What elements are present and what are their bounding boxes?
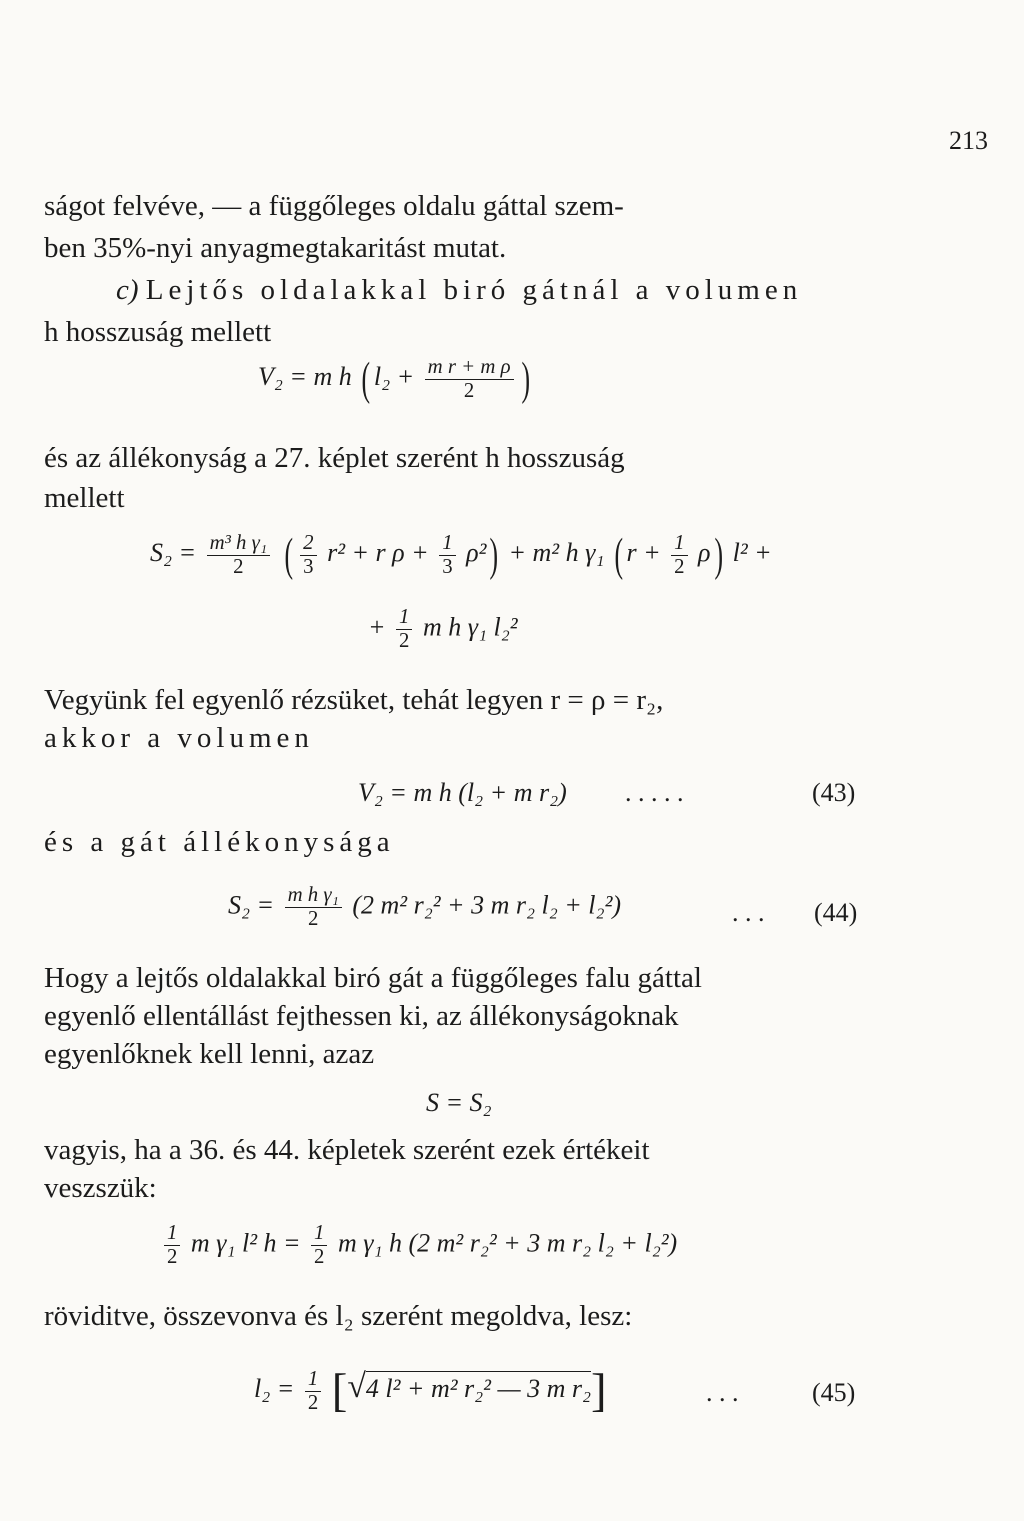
text-line-12: egyenlőknek kell lenni, azaz [44, 1038, 375, 1070]
text-line-15: röviditve, összevonva és l₂ szerént megoldva, lesz: [44, 1300, 633, 1332]
text-line-14: veszszük: [44, 1172, 157, 1204]
text-line-4: h hosszuság mellett [44, 316, 272, 348]
text-line-3: c) Lejtős oldalakkal biró gátnál a volumen [116, 274, 803, 306]
equation-43-dots: . . . . . [625, 778, 684, 807]
text-line-6: mellett [44, 482, 125, 514]
equation-45-dots: . . . [706, 1378, 739, 1407]
equation-45-number: (45) [812, 1378, 856, 1407]
text-line-5: és az állékonyság a 27. képlet szerént h hosszuság [44, 442, 625, 474]
equation-equality: $\frac{1}{2}$ m γ₁ l² h = $\frac{1}{2}$ m γ₁ h (2 m² r₂² + 3 m r₂ l₂ + l₂²) [160, 1222, 677, 1269]
text-line-13: vagyis, ha a 36. és 44. képletek szerént ezek értékeit [44, 1134, 650, 1166]
text-line-10: Hogy a lejtős oldalakkal biró gát a függőleges falu gáttal [44, 962, 702, 994]
page-number: 213 [949, 126, 988, 155]
equation-s-equals-s2: S = S₂ [426, 1088, 492, 1117]
text-line-2: ben 35%-nyi anyagmegtakaritást mutat. [44, 232, 507, 264]
equation-s2-continued: + $\frac{1}{2}$ m h γ₁ l₂² [368, 605, 518, 652]
equation-v2: V₂ = m h ( l₂ + $\frac{\text{m r + m ρ}}{2}$ ) [258, 353, 530, 405]
equation-45: l₂ = $\frac{1}{2}$ [√4 l² + m² r₂² — 3 m r₂] [254, 1365, 607, 1417]
text-line-9: és a gát állékonysága [44, 826, 395, 858]
equation-44-dots: . . . [732, 898, 765, 927]
equation-43-number: (43) [812, 778, 856, 807]
text-line-7: Vegyünk fel egyenlő rézsüket, tehát legyen r = ρ = r₂, [44, 684, 664, 716]
equation-s2: S₂ = $\frac{\text{m³ h γ₁}}{2}$ ( $\frac{2}{3}$ r² + r ρ + $\frac{1}{3}$ ρ²) + m² h γ₁ ( r + $\frac{1}{2}$ ρ) l² + [150, 529, 772, 581]
text-line-1: ságot felvéve, — a függőleges oldalu gáttal szem- [44, 190, 624, 222]
text-line-11: egyenlő ellentállást fejthessen ki, az állékonyságoknak [44, 1000, 679, 1032]
equation-44: S₂ = $\frac{\text{m h γ₁}}{2}$ (2 m² r₂² + 3 m r₂ l₂ + l₂²) [228, 883, 622, 930]
text-line-8: akkor a volumen [44, 722, 314, 754]
equation-43: V₂ = m h (l₂ + m r₂) [358, 778, 567, 807]
equation-44-number: (44) [814, 898, 858, 927]
